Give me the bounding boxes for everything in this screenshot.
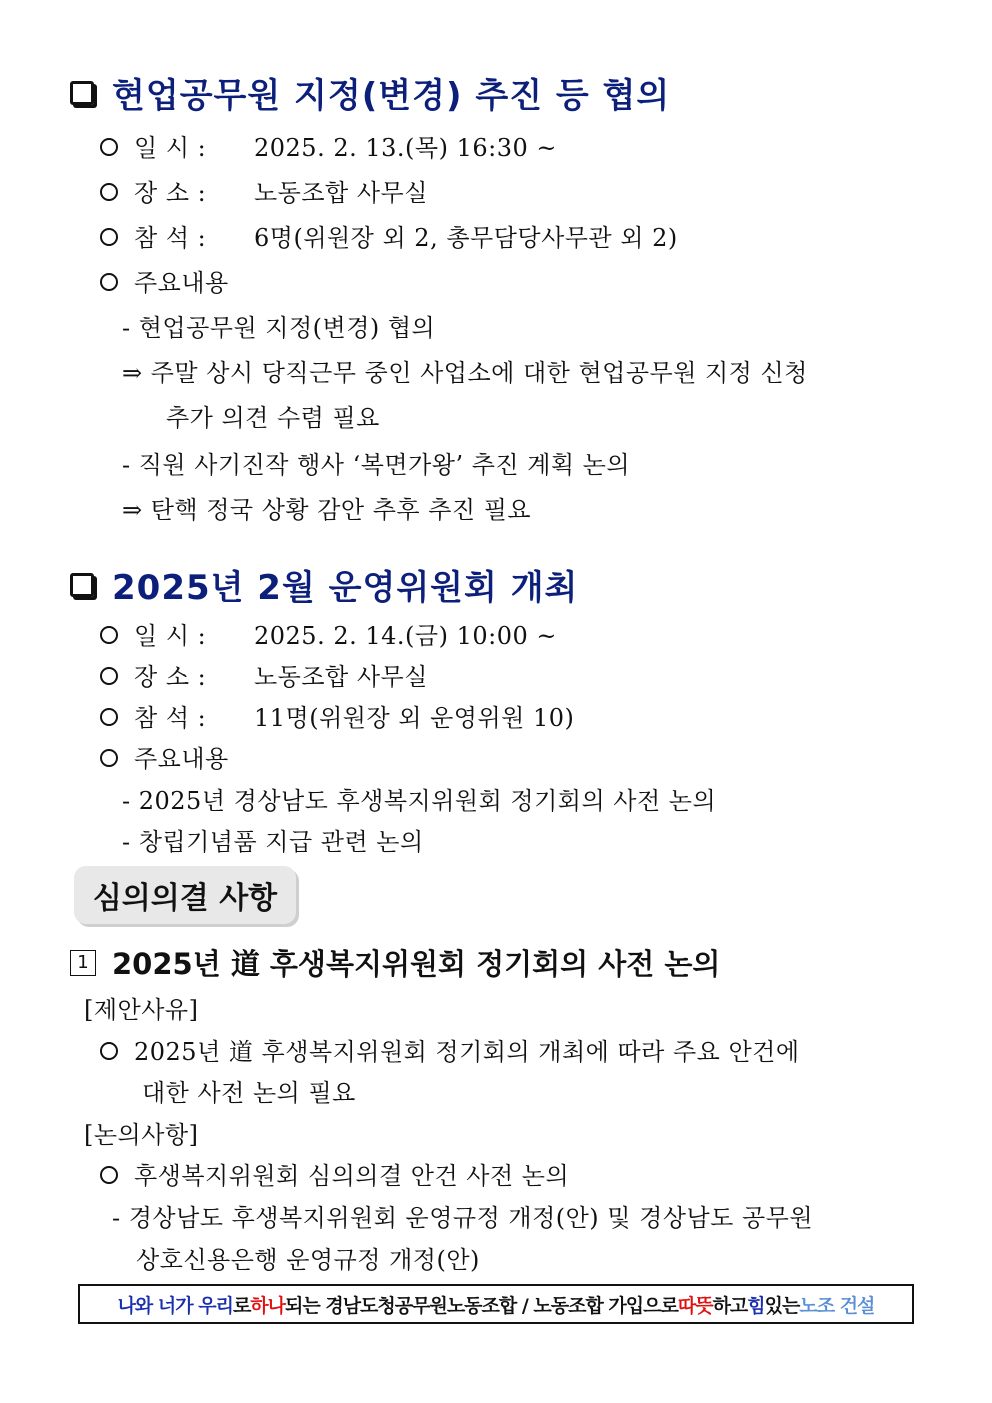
circle-bullet-icon xyxy=(100,708,118,726)
agenda-number: 1 xyxy=(70,950,96,976)
reason-text: 2025년 道 후생복지위원회 정기회의 개최에 따라 주요 안건에 xyxy=(134,1038,800,1066)
slogan-part: 나와 너가 우리 xyxy=(117,1294,233,1317)
slogan-part: 하나 xyxy=(250,1294,286,1317)
section1-item xyxy=(122,353,920,388)
place-label: 장 소 : xyxy=(134,663,207,691)
date-label: 일 시 : xyxy=(134,134,207,162)
slogan-part: 힘 xyxy=(747,1294,765,1317)
circle-bullet-icon xyxy=(100,1166,118,1184)
slogan-part: 하고 xyxy=(712,1294,748,1317)
section1-attend-row xyxy=(100,218,678,253)
slogan-part: 로 xyxy=(232,1294,251,1317)
slogan-part: 노조 건설 xyxy=(799,1294,875,1317)
section2-heading xyxy=(70,560,578,609)
main-label: 주요내용 xyxy=(134,745,229,773)
section2-item: - 창립기념품 지급 관련 논의 xyxy=(122,828,424,856)
circle-bullet-icon xyxy=(100,667,118,685)
discuss-label: [논의사항] xyxy=(84,1121,199,1149)
section1-place-row xyxy=(100,173,428,208)
main-label: 주요내용 xyxy=(134,269,229,297)
attend-label: 참 석 : xyxy=(134,704,207,732)
reason-row xyxy=(100,1032,920,1067)
slogan-part: 따뜻 xyxy=(677,1294,713,1317)
circle-bullet-icon xyxy=(100,749,118,767)
circle-bullet-icon xyxy=(100,138,118,156)
place-value: 노동조합 사무실 xyxy=(254,179,428,207)
reason-text-cont: 대한 사전 논의 필요 xyxy=(142,1079,356,1107)
circle-bullet-icon xyxy=(100,273,118,291)
circle-bullet-icon xyxy=(100,183,118,201)
section1-date-row xyxy=(100,128,557,163)
checkbox-square-icon xyxy=(70,573,94,597)
discuss-item-cont: 상호신용은행 운영규정 개정(안) xyxy=(136,1246,480,1274)
attend-label: 참 석 : xyxy=(134,224,207,252)
section1-main-row xyxy=(100,263,229,298)
section1-item: 추가 의견 수렴 필요 xyxy=(166,404,380,432)
circle-bullet-icon xyxy=(100,228,118,246)
section1-item: ⇒ 탄핵 정국 상황 감안 추후 추진 필요 xyxy=(122,496,532,524)
circle-bullet-icon xyxy=(100,626,118,644)
reason-label: [제안사유] xyxy=(84,996,199,1024)
slogan-part: 되는 경남도청공무원노동조합 / 노동조합 가입으로 xyxy=(285,1294,678,1317)
slogan-part: 있는 xyxy=(764,1294,800,1317)
section2-place-row xyxy=(100,657,428,692)
section1-item: - 현업공무원 지정(변경) 협의 xyxy=(122,314,436,342)
deliberation-badge: 심의의결 사항 xyxy=(74,866,296,924)
agenda-heading xyxy=(70,942,720,983)
circle-bullet-icon xyxy=(100,1042,118,1060)
discuss-row xyxy=(100,1156,569,1191)
attend-value: 6명(위원장 외 2, 총무담당사무관 외 2) xyxy=(254,224,678,252)
section2-title: 2025년 2월 운영위원회 개최 xyxy=(112,568,579,608)
section2-main-row xyxy=(100,739,229,774)
discuss-text: 후생복지위원회 심의의결 안건 사전 논의 xyxy=(134,1162,570,1190)
section2-item: - 2025년 경상남도 후생복지위원회 정기회의 사전 논의 xyxy=(122,787,717,815)
section1-item: - 직원 사기진작 행사 ‘복면가왕’ 추진 계획 논의 xyxy=(122,451,631,479)
section2-attend-row xyxy=(100,698,574,733)
date-label: 일 시 : xyxy=(134,622,207,650)
agenda-title: 2025년 道 후생복지위원회 정기회의 사전 논의 xyxy=(112,947,721,981)
date-value: 2025. 2. 13.(목) 16:30 ~ xyxy=(254,134,557,162)
section1-title: 현업공무원 지정(변경) 추진 등 협의 xyxy=(112,76,671,116)
checkbox-square-icon xyxy=(70,81,94,105)
slogan-footer xyxy=(78,1284,914,1324)
place-value: 노동조합 사무실 xyxy=(254,663,428,691)
section1-item-text: ⇒ 주말 상시 당직근무 중인 사업소에 대한 현업공무원 지정 신청 xyxy=(122,359,808,387)
section1-heading xyxy=(70,68,670,117)
discuss-item: - 경상남도 후생복지위원회 운영규정 개정(안) 및 경상남도 공무원 xyxy=(112,1204,814,1232)
section2-date-row xyxy=(100,616,557,651)
attend-value: 11명(위원장 외 운영위원 10) xyxy=(254,704,575,732)
date-value: 2025. 2. 14.(금) 10:00 ~ xyxy=(254,622,557,650)
place-label: 장 소 : xyxy=(134,179,207,207)
